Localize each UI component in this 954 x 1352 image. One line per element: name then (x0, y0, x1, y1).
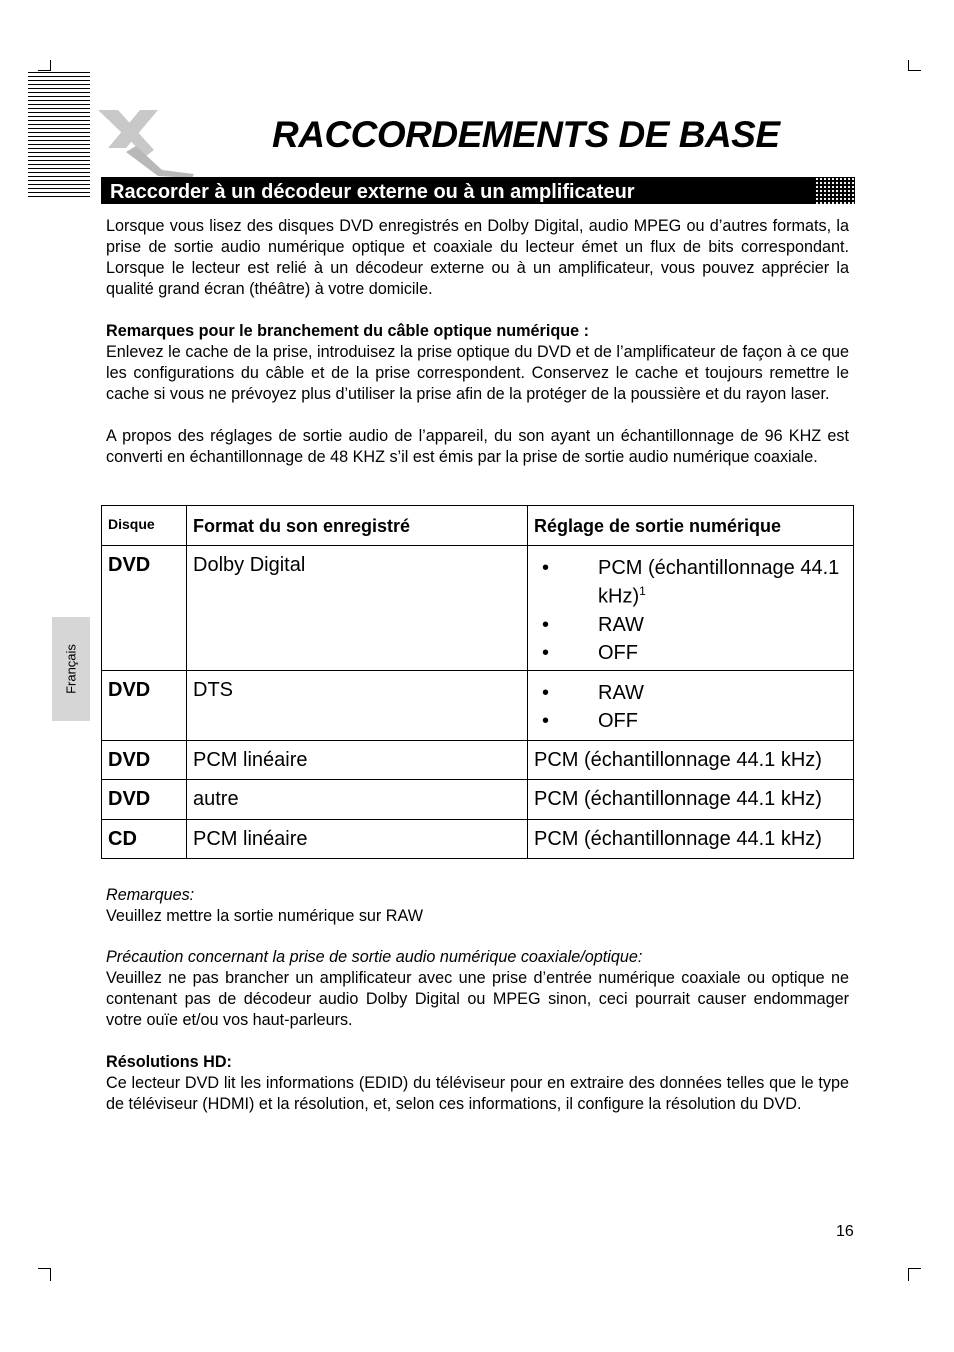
caution-heading: Précaution concernant la prise de sortie audio numérique coaxiale/optique: (106, 948, 643, 966)
output-cell (528, 546, 854, 671)
output-option: • OFF (534, 642, 847, 665)
disc-cell: CD (102, 819, 187, 858)
language-label: Français (63, 644, 79, 694)
output-cell: PCM (échantillonnage 44.1 kHz) (528, 740, 854, 779)
language-side-tab (52, 617, 90, 721)
header-cell-output: Réglage de sortie numérique (528, 506, 854, 546)
crop-mark-bottom-left (38, 1268, 51, 1281)
dot-pattern-decoration (815, 177, 855, 204)
table-row (102, 779, 854, 819)
disc-cell: DVD (102, 740, 187, 779)
footnote-marker: 1 (639, 584, 646, 598)
format-cell: PCM linéaire (187, 819, 528, 858)
output-cell (528, 670, 854, 740)
page-number: 16 (836, 1223, 854, 1240)
caution-text: Veuillez ne pas brancher un amplificateur avec une prise d’entrée numérique coaxiale ou optique ne contenant pas de décodeur audio Dolby Digital ou MPEG sinon, ceci pourrait causer endommager votre ouïe et/ou vos haut-parleurs. (106, 969, 849, 1029)
remarks-text: Veuillez mettre la sortie numérique sur RAW (106, 907, 423, 925)
disc-cell: DVD (102, 546, 187, 671)
output-option: • RAW (534, 614, 847, 637)
optical-notes-heading: Remarques pour le branchement du câble optique numérique : (106, 322, 590, 340)
hd-heading: Résolutions HD: (106, 1053, 232, 1071)
section-heading-bar (101, 177, 855, 204)
disc-cell: DVD (102, 670, 187, 740)
table-row (102, 546, 854, 671)
format-cell: Dolby Digital (187, 546, 528, 671)
table-row (102, 670, 854, 740)
optical-notes-paragraph-1: Enlevez le cache de la prise, introduisez la prise optique du DVD et de l’amplificateur de façon à ce que les configurations du câble et de la prise correspondent. Conservez le cache et toujours remettre le cache si vous ne prévoyez plus d’utiliser la prise afin de la protéger de la poussière et du rayon laser. (106, 343, 849, 403)
optical-notes-paragraph-2: A propos des réglages de sortie audio de l’appareil, du son ayant un échantillonnage de 96 KHZ est converti en échantillonnage de 48 KHZ s’il est émis par la prise de sortie audio numérique coaxiale. (106, 427, 849, 466)
output-option: • PCM (échantillonnage 44.1 kHz)$^1$ (534, 557, 847, 609)
intro-paragraph: Lorsque vous lisez des disques DVD enregistrés en Dolby Digital, audio MPEG ou d’autres formats, la prise de sortie audio numérique optique et coaxiale du lecteur émet un flux de bits correspondant. Lorsque le lecteur est relié à un décodeur externe ou à un amplificateur, vous pouvez apprécier la qualité grand écran (théâtre) à votre domicile. (106, 217, 849, 298)
disc-cell: DVD (102, 779, 187, 819)
output-cell: PCM (échantillonnage 44.1 kHz) (528, 819, 854, 858)
format-cell: DTS (187, 670, 528, 740)
audio-output-table (101, 505, 854, 859)
crop-mark-bottom-right (908, 1268, 921, 1281)
table-row (102, 819, 854, 858)
output-cell: PCM (échantillonnage 44.1 kHz) (528, 779, 854, 819)
section-heading: Raccorder à un décodeur externe ou à un amplificateur (110, 181, 635, 203)
crop-mark-top-right (908, 60, 921, 71)
table-header-row (102, 506, 854, 546)
page-title: RACCORDEMENTS DE BASE (272, 114, 780, 155)
hd-text: Ce lecteur DVD lit les informations (EDID) du téléviseur pour en extraire des données telles que le type de téléviseur (HDMI) et la résolution, et, selon ces informations, il configure la résolution du DVD. (106, 1074, 849, 1113)
table-row (102, 740, 854, 779)
remarks-heading: Remarques: (106, 886, 195, 904)
header-cell-disc: Disque (102, 506, 187, 546)
format-cell: autre (187, 779, 528, 819)
output-option: • RAW (534, 682, 847, 705)
brand-x-logo-icon (96, 108, 196, 178)
crop-mark-top-left (38, 60, 51, 71)
output-option: • OFF (534, 710, 847, 733)
header-cell-format: Format du son enregistré (187, 506, 528, 546)
header-stripes (28, 72, 90, 198)
format-cell: PCM linéaire (187, 740, 528, 779)
